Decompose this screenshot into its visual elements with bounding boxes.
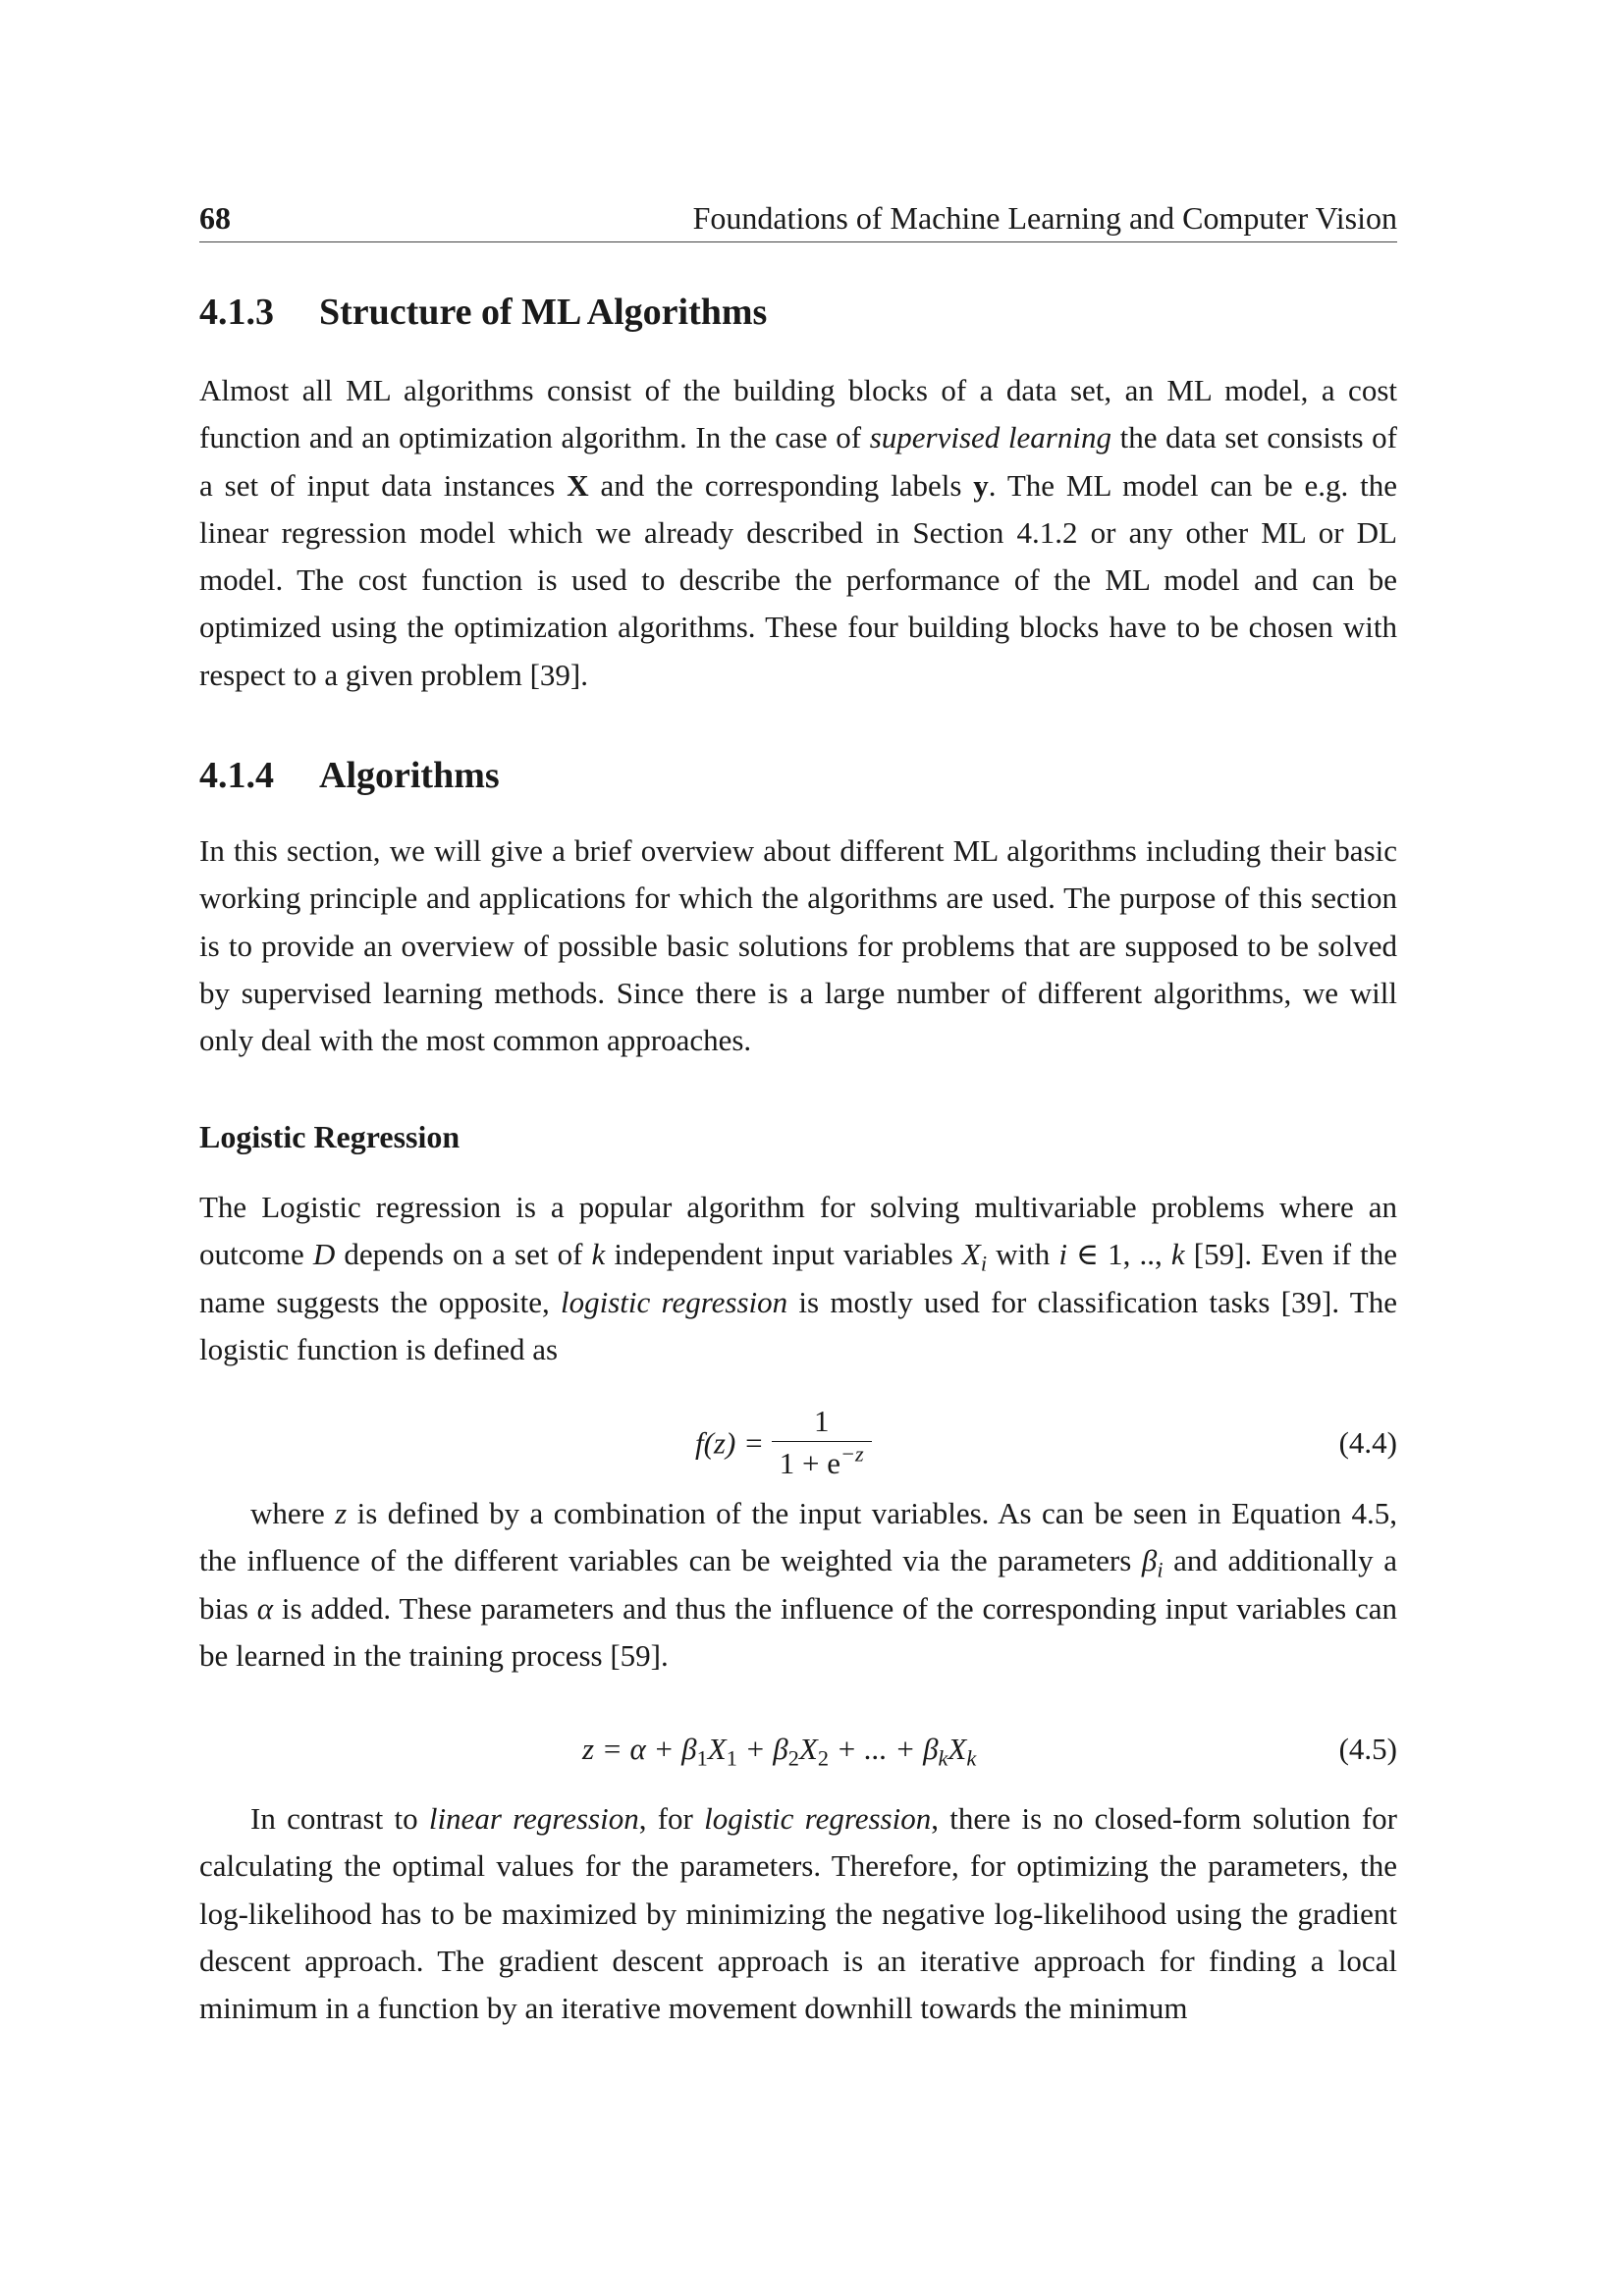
equation-body: $z = \alpha + \beta_1X_1 + \beta_2X_2$ + ... + $\beta_kX_k$ xyxy=(582,1732,977,1771)
fraction-numerator: 1 xyxy=(772,1402,872,1442)
equation-lhs: f(z) = xyxy=(695,1425,764,1461)
paragraph-weights: where z is defined by a combination of the input variables. As can be seen in Equation 4.5, the influence of the different variables can be weighted via the parameters $\beta_i$ and additionally a bias α is added. These parameters and thus the influence of the corresponding input variables can be learned in the training process [59]. xyxy=(199,1496,1398,1673)
page-number: 68 xyxy=(199,200,231,236)
section-heading-413 xyxy=(199,291,1397,334)
section-title: Structure of ML Algorithms xyxy=(319,292,768,333)
equation-4-4 xyxy=(199,1402,1397,1490)
equation-fraction xyxy=(772,1402,872,1485)
section-heading-414 xyxy=(199,754,1397,797)
paragraph-algorithms: In this section, we will give a brief overview about different ML algorithms including their basic working principle and applications for which the algorithms are used. The purpose of this section is to provide an overview of possible basic solutions for problems that are supposed to be solved by supervised learning methods. Since there is a large number of different algorithms, we will only deal with the most common approaches. xyxy=(199,833,1397,1058)
paragraph-structure: Almost all ML algorithms consist of the building blocks of a data set, an ML model, a cost function and an optimization algorithm. In the case of supervised learning the data set consists of a set of input data instances X and the corresponding labels y. The ML model can be e.g. the linear regression model which we already described in Section 4.1.2 or any other ML or DL model. The cost function is used to describe the performance of the ML model and can be optimized using the optimization algorithms. These four building blocks have to be chosen with respect to a given problem [39]. xyxy=(199,373,1397,692)
equation-4-5 xyxy=(199,1732,1397,1779)
book-title: Foundations of Machine Learning and Computer Vision xyxy=(692,200,1397,236)
equation-number: (4.4) xyxy=(1338,1425,1397,1460)
equation-number: (4.5) xyxy=(1338,1732,1397,1766)
paragraph-gradient-descent: In contrast to linear regression, for logistic regression, there is no closed-form solution for calculating the optimal values for the parameters. Therefore, for optimizing the parameters, the log-likelihood has to be maximized by minimizing the negative log-likelihood using the gradient descent approach. The gradient descent approach is an iterative approach for finding a local minimum in a function by an iterative movement downhill towards the minimum xyxy=(199,1801,1397,2026)
section-title: Algorithms xyxy=(319,755,500,796)
section-number: 4.1.3 xyxy=(199,292,274,333)
running-head xyxy=(199,196,1397,242)
subheading-logistic-regression: Logistic Regression xyxy=(199,1119,460,1154)
section-number: 4.1.4 xyxy=(199,755,274,796)
paragraph-logistic-intro: The Logistic regression is a popular algorithm for solving multivariable problems where an outcome D depends on a set of k independent input variables $X_i$ with i ∈ 1, .., k [59]. Even if the name suggests the opposite, logistic regression is mostly used for classification tasks [39]. The logistic function is defined as xyxy=(199,1190,1398,1366)
fraction-denominator: $1 + e^{-z}$ xyxy=(779,1441,864,1480)
